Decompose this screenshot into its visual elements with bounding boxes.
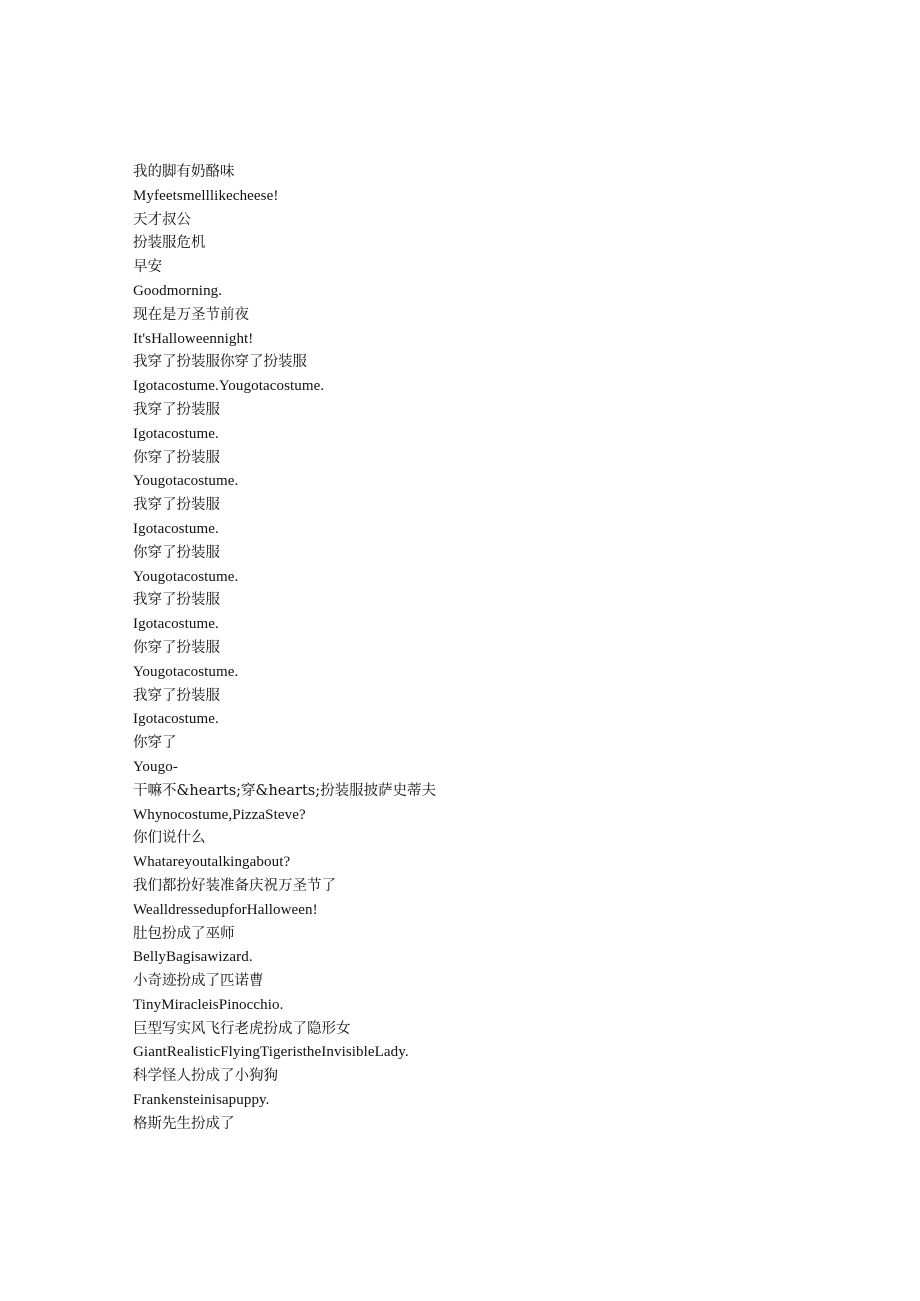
chinese-line: 格斯先生扮成了	[133, 1115, 235, 1132]
chinese-line: 现在是万圣节前夜	[133, 306, 249, 323]
chinese-line: 我的脚有奶酪味	[133, 164, 235, 180]
english-line: Yougotacostume.	[133, 473, 239, 490]
english-line: TinyMiracleisPinocchio.	[133, 996, 284, 1013]
chinese-line: 我穿了扮装服	[133, 687, 220, 704]
chinese-line: 小奇迹扮成了匹诺曹	[133, 973, 264, 990]
english-line: Igotacostume.	[133, 520, 219, 537]
english-line: Whatareyoutalkingabout?	[133, 854, 291, 871]
english-line: Igotacostume.	[133, 711, 219, 728]
transcript-lines	[133, 161, 853, 1137]
english-line: Myfeetsmelllikecheese!	[133, 187, 279, 204]
english-line: It'sHalloweennight!	[133, 330, 254, 347]
english-line: Yougo-	[133, 758, 178, 775]
english-line: BellyBagisawizard.	[133, 949, 253, 966]
chinese-line: 你们说什么	[133, 830, 206, 847]
english-line: Igotacostume.Yougotacostume.	[133, 378, 325, 395]
chinese-line: 你穿了扮装服	[133, 544, 220, 561]
chinese-line: 你穿了扮装服	[133, 449, 220, 466]
english-line: GiantRealisticFlyingTigeristheInvisibleLady.	[133, 1044, 409, 1061]
english-line: Yougotacostume.	[133, 568, 239, 585]
chinese-line: 我穿了扮装服	[133, 592, 220, 609]
chinese-line: 干嘛不&hearts;穿&hearts;扮装服披萨史蒂夫	[133, 782, 437, 799]
chinese-line: 你穿了	[133, 735, 177, 752]
english-line: Goodmorning.	[133, 282, 223, 299]
english-line: Whynocostume,PizzaSteve?	[133, 806, 306, 823]
chinese-line: 扮装服危机	[133, 235, 206, 252]
chinese-line: 肚包扮成了巫师	[133, 925, 235, 942]
english-line: Igotacostume.	[133, 425, 219, 442]
english-line: Yougotacostume.	[133, 663, 239, 680]
chinese-line: 我穿了扮装服	[133, 401, 220, 418]
english-line: Igotacostume.	[133, 616, 219, 633]
chinese-line: 我穿了扮装服	[133, 497, 220, 514]
chinese-line: 早安	[133, 259, 162, 276]
chinese-line: 科学怪人扮成了小狗狗	[133, 1068, 278, 1085]
chinese-line: 天才叔公	[133, 211, 191, 228]
chinese-line: 巨型写实风飞行老虎扮成了隐形女	[133, 1020, 351, 1037]
chinese-line: 我穿了扮装服你穿了扮装服	[133, 354, 307, 371]
english-line: WealldressedupforHalloween!	[133, 901, 318, 918]
chinese-line: 我们都扮好装准备庆祝万圣节了	[133, 877, 336, 894]
chinese-line: 你穿了扮装服	[133, 639, 220, 656]
english-line: Frankensteinisapuppy.	[133, 1092, 270, 1109]
